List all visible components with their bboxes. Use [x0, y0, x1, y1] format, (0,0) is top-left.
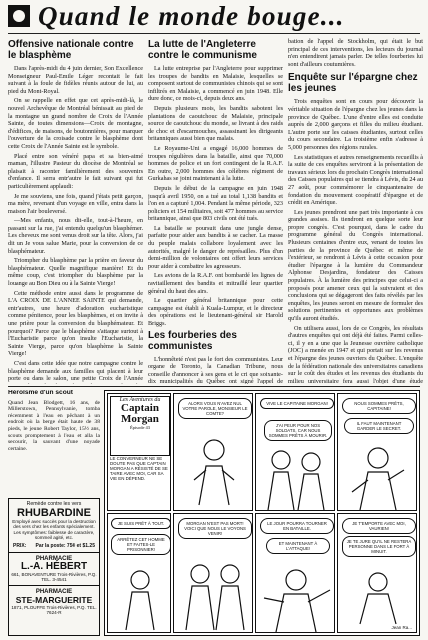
pharmacy-name: L.-A. HÉBERT [20, 560, 88, 572]
paragraph: On utilisera aussi, lors de ce Congrès, les résultats d'autres enquêtes qui ont déjà été faites. Parmi celles-ci, il y en a une que la Jeunesse ouvrière catholique (JOC) a menée en 1947 et qui portait sur les revenus et l'épargne des jeunes ouvriers du Québec. L'enquête de la fédération nationale des universitaires canadiens sur le coût des études et les revenus des étudiants du milieu universitaire fera aussi l'objet d'une étude [288, 324, 423, 384]
price-value: Par la poste: 75¢ et $1.25 [35, 542, 95, 549]
ad-tagline: Remède contre les vers [26, 501, 82, 507]
paragraph: Les jeunes prendront une part très importante à ces grandes assises. Ils tiendront en quelque sorte leur propre congrès. C'est pourquoi, dans le cadre du programme général du Congrès international. Plusieurs centaines d'entre eux, venant de toutes les parties de la province de Québec et même de l'extérieur, se rendront à Lévis à cette occasion pour étudier l'épargne à la lumière du Commandeur Alphonse Desjardins, fondateur des Caisses populaires. À la lumière des principes que celui-ci a proposés pour amener ceux qui la suivraient et des conclusions qui se dégageront des faits révélés par les enquêtes, les jeunes seront en mesure de formuler des solutions pertinentes et opportunes aux problèmes qu'ils auront étudiés. [288, 208, 423, 322]
page-title: Quand le monde bouge... [38, 1, 345, 31]
ad-divider [9, 552, 99, 553]
paragraph: —Mes enfants, nous dit-elle, tout-à-l'heure, en passant sur la rue, j'ai entendu quelqu'un blasphémer. Les cheveux me sont venus droit sur la tête. Alors, j'ai dit un Je vous salue Marie, pour la conversion de ce blasphémateur. [8, 217, 143, 255]
ad-price [9, 543, 99, 549]
masthead [0, 0, 428, 32]
comic-figure-drawing [108, 562, 171, 632]
globe-icon [8, 5, 30, 27]
paragraph: Le Royaume-Uni a engagé 16,000 hommes de troupes régulières dans la bataille, ainsi que 70,000 hommes de police et un fort contingent de la R.A.F. En outre, 2,000 hommes des célèbres régiment de Gurkahas se joint maintenant à la lutte. [148, 144, 283, 183]
comic-figure-drawing [338, 440, 417, 510]
comic-title-box [110, 396, 170, 456]
paragraph: Le quartier général britannique pour cette campagne est établi à Kuala-Lumpur, et le directeur des opérations est le lieutenant-général sir Harold Briggs. [148, 297, 283, 327]
brief-text: Quand Jean Blodgett, 16 ans, de Millerstown, Pennsylvanie, tomba récemment à l'eau en pêchant à un endroit où la berge était haute de 38 pieds, le jeune Robert Taylor, 15½ ans, scouts promptement à l'eau et alla la secourir, la sauvant d'une noyade certaine. [8, 399, 100, 452]
column-savings [288, 38, 423, 384]
pharmacy-advertisement [8, 498, 100, 636]
comic-panel [173, 513, 253, 633]
comic-title-top: Les Aventures du [119, 397, 161, 403]
paragraph: bation de l'appel de Stockholm, qui était le but principal de ces interventions, les lecteurs du journal n'en entendirent jamais parler. De telles fourberies lui sont d'ailleurs coutumières. [288, 38, 423, 68]
comic-panel [255, 393, 335, 511]
speech-balloon: JE SUIS PRÊT À TOUT. [111, 518, 171, 529]
speech-balloon: JE TE JURE QU'IL NE RESTERA PERSONNE DANS LE FORT À MINUIT. [342, 536, 416, 557]
pharmacy-name: STE-MARGUERITE [15, 595, 93, 606]
article-heading: Les fourberies des communistes [148, 329, 237, 352]
speech-balloon: ALORS VOUS N'AVEZ NUL VOTRE PAROLE, MONSIEUR LE COMTE? [178, 398, 252, 419]
masthead-rule [8, 33, 420, 34]
comic-figure-drawing [174, 552, 253, 632]
pharmacy-label: PHARMACIE [35, 589, 73, 596]
speech-balloon: VIVE LE CAPITAINE MORGAN! [260, 398, 334, 409]
scout-brief [8, 390, 100, 494]
comic-figure-drawing [256, 442, 335, 511]
speech-balloon: IL FAUT MAINTENANT GARDER LE SECRET. [344, 418, 414, 434]
comic-episode: Épisode 43 [129, 425, 151, 430]
paragraph: La lutte entreprise par l'Angleterre pour supprimer les troupes de bandits en Malaisie, lesquelles se composent surtout de communistes chinois qui se sont infiltrés en Malaisie, a commencé en juin 1948. Elle dure donc, ce mois-ci, depuis deux ans. [148, 65, 283, 103]
comic-panel [107, 513, 171, 633]
comic-panel [255, 513, 335, 633]
speech-balloon: MORGAN N'EST PAS MORT! VOICI QUE NOUS LE VOYONS VENIR! [178, 518, 252, 539]
brief-heading: Héroïsme d'un scout [8, 390, 73, 396]
paragraph: Depuis plusieurs mois, les bandits sabotent les plantations de caoutchouc de Malaisie, principale source de caoutchouc du monde, se livrant à des raids de choc et d'escarmouches, assassinant les dirigeants britanniques aussi bien que malais. [148, 104, 283, 143]
speech-balloon: NOUS SOMMES PRÊTS, CAPITAINE! [342, 398, 416, 414]
comic-title: Captain Morgan [121, 402, 159, 425]
comic-strip [104, 390, 420, 636]
paragraph: Les statistiques et autres renseignements recueillis à la suite de ces enquêtes serviront à la présentation de travaux sérieux lors du prochain Congrès international des Caisses populaires qui se tiendra à Lévis, du 24 au 27 août, pour commémorer le cinquantenaire de fondation du mouvement coopératif d'épargne et de crédit en Amérique. [288, 153, 423, 207]
speech-balloon: LE JOUR POURRA TOURNER EN BATAILLE. [260, 518, 334, 534]
pharmacy-address: 1871, PLOUFFE Trois-Rivières, P.Q. TEL. 7624-R [11, 605, 97, 616]
artist-signature: Jean Ra... [391, 625, 412, 630]
speech-balloon: ARRÊTEZ CET HOMME ET FAITES-LE PRISONNIER! [111, 534, 171, 555]
paragraph: Trois enquêtes sont en cours pour découvrir la véritable situation de l'épargne chez les jeunes dans la province de Québec. L'une d'entre elles est conduite auprès de 2,000 garçons et filles du milieu étudiant. L'autre porte sur les caisses étudiantes, surtout celles du cours secondaire. La troisième enfin s'adresse à 5,000 personnes des régions rurales. [288, 98, 423, 151]
pharmacy-label: PHARMACIE [35, 555, 73, 562]
paragraph: Dans l'après-midi du 4 juin dernier, Son Excellence Monseigneur Paul-Emile Léger recontait le fait suivant à la foule de fidèles réunis autour de lui, au pied du Mont-Royal. [8, 65, 143, 95]
comic-summary: LE CONVERNEUR NE SE DOUTE PAS QUE CAPTAIN MORGAN A RÉSISTÉ DE SE TAIRE AVEC MOI, CAR SA VIE EN DÉPEND. [110, 456, 168, 481]
speech-balloon: ET MAINTENANT À L'ATTAQUE! [266, 538, 330, 554]
speech-balloon: J'AI PEUR POUR NOS SOLDATS, CAR NOUS SOMMES PRÊTS À MOURIR. [264, 420, 332, 441]
comic-panel [337, 513, 417, 633]
ad-description: Employé avec succès pour la destruction des vers chez les enfants spécialement. Les symptômes: faiblesse de caractère, sommeil agité, etc. [12, 519, 96, 541]
paragraph: Depuis le début de la campagne en juin 1948 jusqu'à avril 1950, on a tué au total 1,138 bandits et l'on en a capturé 1,004. Pendant la même période, 323 policiers et 154 militaires, soit 477 hommes au service britannique, ainsi que 803 civils ont été tués. [148, 184, 283, 223]
paragraph: Je me souviens, une fois, quand j'étais petit garçon, ma mère, revenant d'un voyage en ville, entra dans la maison l'air bouleversé. [8, 192, 143, 215]
paragraph: La bataille se poursuit dans une jungle dense, parfaite pour aider aux bandits à se cacher. La masse du peuple malais collabore loyalement avec les autorités, malgré le danger de représailles. Plus d'un demi-million de volontaires ont offert leurs services pour aider à combattre les agresseurs. [148, 224, 283, 270]
ad-brand: RHUBARDINE [17, 507, 91, 519]
ad-divider [9, 585, 99, 586]
paragraph: Placé entre son vénéré papa et sa bien-aimé maman, l'illustre Pasteur du diocèse de Montréal se plaisait à raconter familièrement des souvenirs d'enfance. Il serra entr'autre le fait suivant qui fut particulièrement applaudi: [8, 152, 143, 190]
comic-figure-drawing [338, 566, 417, 626]
comic-panel [173, 393, 253, 511]
column-communism [148, 38, 283, 384]
article-heading: Offensive nationale contre le blasphème [8, 39, 134, 61]
comic-title-panel [107, 393, 171, 511]
paragraph: Les avions de la R.A.F. ont bombardé les lignes de ravitaillement des bandits et mitraillé leur quartier général du haut des airs. [148, 272, 283, 295]
pharmacy-address: 661, BONAVENTURE Trois-Rivières, P.Q. TEL. 3-4541 [11, 571, 97, 582]
article-heading: Enquête sur l'épargne chez les jeunes [288, 72, 418, 95]
comic-panel [337, 393, 417, 511]
column-blasphemy [8, 38, 143, 384]
section-rule [8, 386, 420, 387]
comic-figure-drawing [174, 430, 253, 510]
article-heading: La lutte de l'Angleterre contre le communisme [148, 39, 257, 61]
paragraph: C'est dans cette idée que notre campagne contre le blasphème demande aux familles qui placent à leur porte ou dans le salon, une petite Croix de l'Année [8, 359, 143, 383]
paragraph: L'honnêteté n'est pas le fort des communistes. Leur organe de Toronto, la Canadian Tribune, nous conseille d'annoncer à ses gens et le cri que soixante-dix municipalités du Québec ont signé l'appel de [148, 355, 283, 384]
paragraph: Cette méthode entre aussi dans le programme de L'A CROIX DE L'ANNEE SAINTE qui demande, entr'autres, une heure d'adoration eucharistique comme pénitence, pour les blasphèmes, et on invite à une prière pour la conversion du blasphémateur. Et pourquoi? Parce que le blasphème s'attaque surtout à l'Eucharistie parce qu'on insulte l'Eucharistie, la Sainte Vierge, parce qu'on blasphème la Sainte Vierge! [8, 289, 143, 358]
speech-balloon: JE T'EMPORTE AVEC MOI, VAURIEN! [342, 518, 416, 534]
price-label: PRIX: [13, 542, 27, 549]
paragraph: Triompher du blasphème par la prière en faveur du blasphémateur. Quelle magnifique manière! Et du même coup, c'est triompher du blasphème par la louange au Bon Dieu ou à la Sainte Vierge! [8, 257, 143, 288]
paragraph: On se rappelle en effet que cet après-midi-là, le nouvel Archevêque de Montréal bénissait au pied de la montagne un grand nombre de Croix de l'Année Sainte, de toutes dimensions—Croix de montagne, d'édifices, de maisons, de boutonnières, pour marquer l'ouverture de la croisade contre le blasphème dont cette Croix de l'Année Sainte est le symbole. [8, 97, 143, 150]
comic-figure-drawing [256, 562, 335, 632]
